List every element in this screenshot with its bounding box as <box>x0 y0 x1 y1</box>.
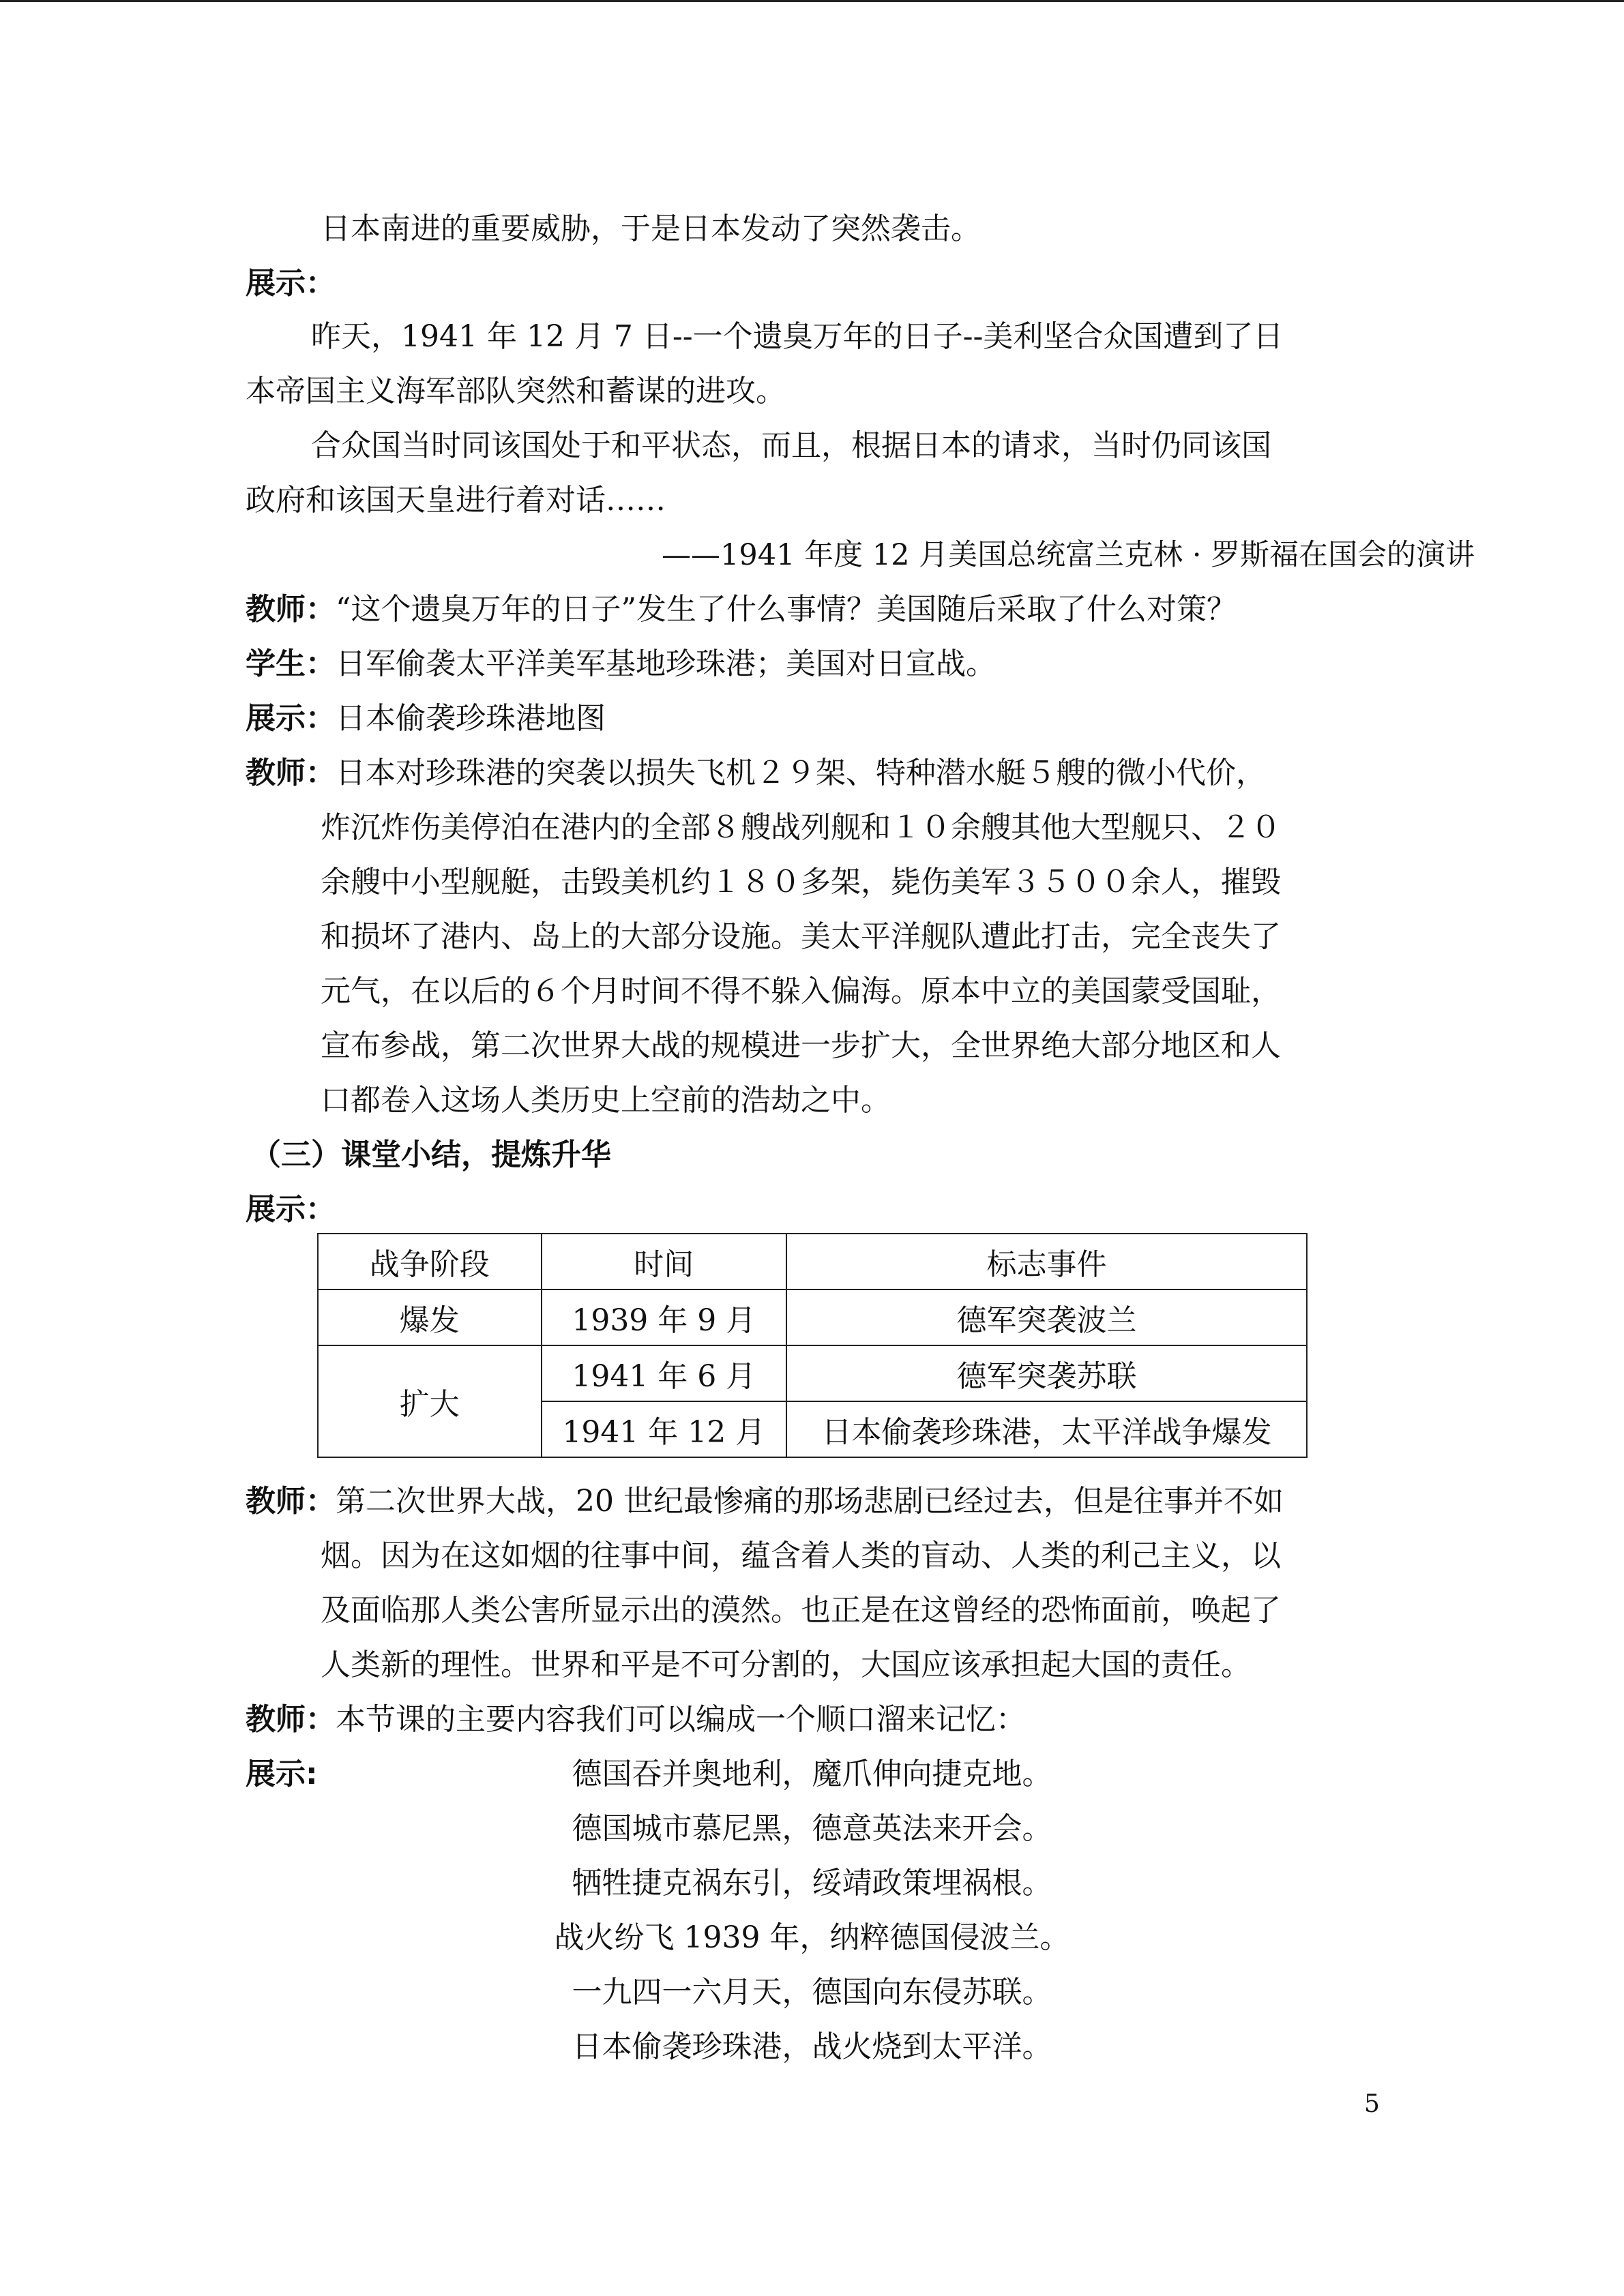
teacher-label: 教师： <box>246 592 336 627</box>
teacher-label: 教师： <box>246 1702 336 1737</box>
teacher-label: 教师： <box>246 1484 336 1519</box>
teacher-text: “这个遗臭万年的日子”发生了什么事情？美国随后采取了什么对策？ <box>336 592 1237 627</box>
teacher-line <box>246 589 1237 630</box>
teacher-text: 本节课的主要内容我们可以编成一个顺口溜来记忆： <box>336 1702 1026 1737</box>
section-heading: （三）课堂小结，提炼升华 <box>251 1137 611 1172</box>
table-header-row <box>318 1234 1307 1289</box>
teacher-line <box>246 1699 1026 1740</box>
table-cell-time: 1941 年 12 月 <box>542 1401 787 1457</box>
student-line <box>246 644 996 685</box>
show-label: 展示: <box>246 1757 318 1791</box>
table-header-cell: 时间 <box>542 1234 787 1289</box>
show-label: 展示： <box>246 266 336 301</box>
show-label: 展示： <box>246 701 336 736</box>
teacher-text-line: 炸沉炸伤美停泊在港内的全部８艘战列舰和１０余艘其他大型舰只、２０ <box>321 810 1281 845</box>
quote-source: ——1941 年度 12 月美国总统富兰克林 · 罗斯福在国会的演讲 <box>662 538 1475 572</box>
table-header-cell: 标志事件 <box>786 1234 1307 1289</box>
poem-line: 德国城市慕尼黑，德意英法来开会。 <box>572 1811 1052 1846</box>
student-label: 学生： <box>246 646 336 681</box>
table-cell-event: 德军突袭波兰 <box>786 1289 1307 1345</box>
poem-line: 一九四一六月天，德国向东侵苏联。 <box>572 1975 1052 2010</box>
teacher-text: 日本对珍珠港的突袭以损失飞机２９架、特种潜水艇５艘的微小代价， <box>336 756 1266 790</box>
teacher-text-line: 人类新的理性。世界和平是不可分割的，大国应该承担起大国的责任。 <box>321 1648 1251 1682</box>
table-cell-stage: 扩大 <box>318 1345 542 1457</box>
table-row <box>318 1289 1307 1345</box>
poem-line: 牺牲捷克祸东引，绥靖政策埋祸根。 <box>572 1866 1052 1900</box>
quote-line: 政府和该国天皇进行着对话…… <box>246 483 666 518</box>
quote-line: 本帝国主义海军部队突然和蓄谋的进攻。 <box>246 374 786 408</box>
teacher-text-line: 宣布参战，第二次世界大战的规模进一步扩大，全世界绝大部分地区和人 <box>321 1028 1281 1063</box>
page-number: 5 <box>1364 2090 1380 2118</box>
show-text: 日本偷袭珍珠港地图 <box>336 701 606 736</box>
quote-line: 合众国当时同该国处于和平状态，而且，根据日本的请求，当时仍同该国 <box>311 428 1271 463</box>
poem-line: 日本偷袭珍珠港，战火烧到太平洋。 <box>572 2029 1052 2064</box>
table-cell-stage: 爆发 <box>318 1289 542 1345</box>
teacher-text-line: 烟。因为在这如烟的往事中间，蕴含着人类的盲动、人类的利己主义，以 <box>321 1538 1281 1573</box>
war-stages-table <box>317 1233 1308 1458</box>
table-cell-time: 1941 年 6 月 <box>542 1345 787 1401</box>
table-cell-event: 日本偷袭珍珠港，太平洋战争爆发 <box>786 1401 1307 1457</box>
table-cell-event: 德军突袭苏联 <box>786 1345 1307 1401</box>
teacher-text-line: 元气，在以后的６个月时间不得不躲入偏海。原本中立的美国蒙受国耻， <box>321 974 1281 1009</box>
teacher-text-line: 余艘中小型舰艇，击毁美机约１８０多架，毙伤美军３５００余人，摧毁 <box>321 865 1281 899</box>
table-cell-time: 1939 年 9 月 <box>542 1289 787 1345</box>
teacher-label: 教师： <box>246 756 336 790</box>
poem-line: 德国吞并奥地利，魔爪伸向捷克地。 <box>572 1757 1052 1791</box>
teacher-line <box>246 753 1266 794</box>
teacher-line <box>246 1481 1284 1522</box>
table-header-cell: 战争阶段 <box>318 1234 542 1289</box>
quote-line: 昨天，1941 年 12 月 7 日--一个遗臭万年的日子--美利坚合众国遭到了日 <box>311 319 1284 354</box>
paragraph-line: 日本南进的重要威胁，于是日本发动了突然袭击。 <box>321 211 981 246</box>
table-row <box>318 1345 1307 1401</box>
show-label: 展示： <box>246 1192 336 1227</box>
student-text: 日军偷袭太平洋美军基地珍珠港；美国对日宣战。 <box>336 646 996 681</box>
show-line <box>246 698 606 739</box>
teacher-text-line: 和损坏了港内、岛上的大部分设施。美太平洋舰队遭此打击，完全丧失了 <box>321 919 1281 954</box>
teacher-text-line: 及面临那人类公害所显示出的漠然。也正是在这曾经的恐怖面前，唤起了 <box>321 1593 1281 1628</box>
teacher-text: 第二次世界大战，20 世纪最惨痛的那场悲剧已经过去，但是往事并不如 <box>336 1484 1284 1519</box>
poem-line: 战火纷飞 1939 年，纳粹德国侵波兰。 <box>554 1920 1070 1955</box>
teacher-text-line: 口都卷入这场人类历史上空前的浩劫之中。 <box>321 1083 891 1118</box>
